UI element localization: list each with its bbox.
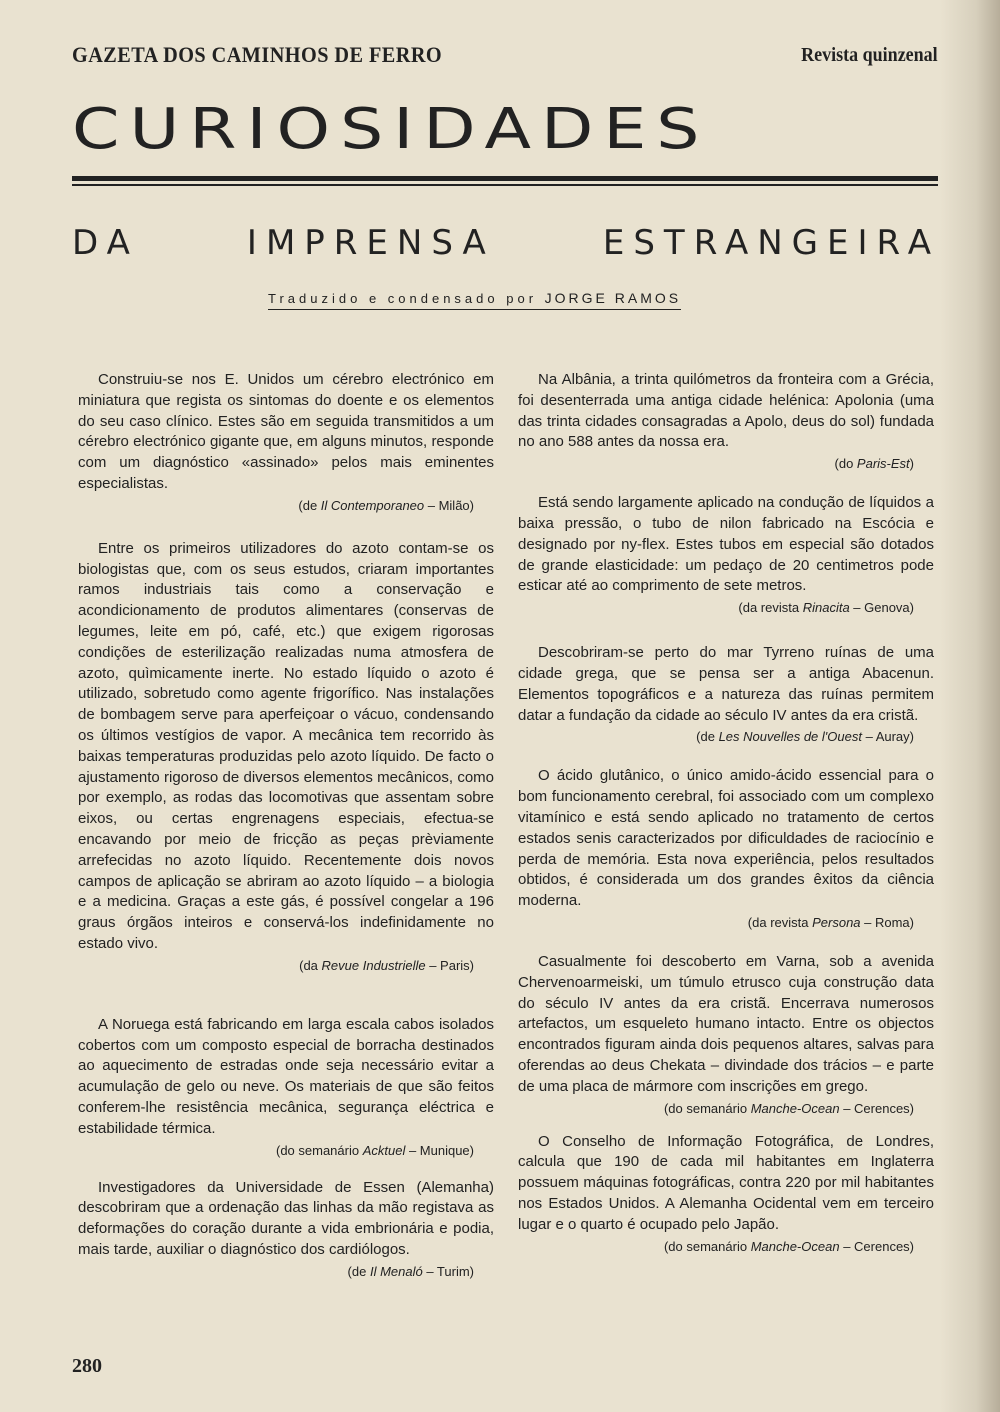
source-suffix: – Munique): [405, 1142, 474, 1158]
page-subtitle: DA IMPRENSA ESTRANGEIRA: [72, 223, 940, 263]
article-source: [518, 455, 914, 473]
right-column: [518, 370, 934, 1256]
byline-prefix: Traduzido e condensado por: [268, 291, 538, 306]
article: [78, 1015, 494, 1160]
source-prefix: (do semanário: [663, 1238, 751, 1254]
page-number: 280: [72, 1355, 102, 1377]
article: [518, 766, 934, 932]
article-text: A Noruega está fabricando em larga escala cabos isolados cobertos com um composto especial de borracha destinados ao aquecimento de estradas onde seja necessário evitar a acumulação de gelo ou neve. Os materiais de que são feitos conferem-lhe resistência mecânica, segurança eléctrica e estabilidade térmica.: [78, 1015, 494, 1137]
source-publication: Manche-Ocean: [750, 1238, 840, 1254]
source-prefix: (do semanário: [275, 1142, 363, 1158]
source-publication: Acktuel: [362, 1142, 406, 1158]
source-suffix: – Cerences): [839, 1238, 914, 1254]
publication-name: GAZETA DOS CAMINHOS DE FERRO: [72, 42, 443, 67]
source-prefix: (do semanário: [663, 1100, 751, 1116]
source-suffix: – Milão): [424, 497, 474, 513]
source-prefix: (da revista: [738, 600, 803, 616]
source-suffix: – Auray): [861, 729, 914, 745]
source-suffix: – Roma): [860, 914, 914, 930]
source-publication: Il Menaló: [369, 1263, 423, 1279]
article-text: Entre os primeiros utilizadores do azoto contam-se os biologistas que, com os seus estudos, criaram importantes ramos industriais tais como a conservação e acondicionamento de produtos alimentares (conservas de legumes, leite em pó, café, etc.) que exigem rigorosas condições de esterilização realizadas numa atmosfera de azoto, quìmicamente inerte. No estado líquido o azoto é utilizado, sobretudo como agente frigorífico. Nas instalações de bombagem serve para aperfeiçoar o vácuo, condensando os últimos vestígios de vapor. A mecânica tem recorrido às baixas temperaturas produzidas pelo azoto líquido. De facto o ajustamento rigoroso de diversos elementos mecânicos, como por exemplo, as rodas das locomotivas que assentam sobre eixos, ou certas engrenagens especiais, efectua-se encavando por meio de fricção as peças prèviamente arrefecidas no azoto líquido. Recentemente dois novos campos de aplicação se abriram ao azoto líquido – a biologia e a medicina. Graças a este gás, é possível congelar a 196 graus órgãos inteiros e conservá-los indefinidamente no estado vivo.: [78, 539, 494, 952]
source-suffix: – Cerences): [839, 1100, 914, 1116]
article-source: [518, 599, 914, 617]
page-title: CURIOSIDADES: [72, 97, 710, 162]
article-text: Descobriram-se perto do mar Tyrreno ruínas de uma cidade grega, que se pensa ser a antiga Abacenun. Elementos topográficos e a natureza das ruínas permitem datar a fundação da cidade ao século IV antes da era cristã.: [518, 644, 934, 724]
article: [78, 370, 494, 515]
publication-frequency: Revista quinzenal: [801, 44, 938, 66]
source-prefix: (da revista: [747, 914, 813, 930]
article: [518, 370, 934, 473]
source-publication: Il Contemporaneo: [320, 497, 425, 513]
article: [518, 493, 934, 617]
source-publication: Paris-Est: [856, 456, 910, 472]
article-source: [78, 1142, 474, 1160]
source-suffix: – Genova): [849, 600, 914, 616]
article-source: [518, 914, 914, 932]
source-prefix: (do: [834, 456, 857, 472]
source-prefix: (de: [298, 497, 321, 513]
article: [78, 539, 494, 975]
source-publication: Revue Industrielle: [321, 957, 426, 973]
article-text: O ácido glutânico, o único amido-ácido essencial para o bom funcionamento cerebral, foi associado com um complexo vitamínico e está sendo aplicado no tratamento de certos estados senis caracterizados por dificuldades de raciocínio e perda de memória. Esta nova experiência, pelos resultados obtidos, é considerada um dos grandes êxitos da ciência moderna.: [518, 767, 934, 910]
article-text: Construiu-se nos E. Unidos um cérebro electrónico em miniatura que regista os sintomas do doente e os elementos do seu caso clínico. Estes são em seguida transmitidos a um cérebro electrónico gigante que, em alguns minutos, responde com um diagnóstico «assinado» pelos mais eminentes especialistas.: [78, 371, 494, 492]
article-source: [78, 957, 474, 975]
source-prefix: (da: [299, 957, 322, 973]
article-source: [518, 1238, 914, 1256]
article-text: Investigadores da Universidade de Essen (Alemanha) descobriram que a ordenação das linhas da mão registava as deformações do coração durante a vida embrionária e podia, mais tarde, auxiliar o diagnóstico dos cardiólogos.: [78, 1178, 494, 1258]
left-column: [78, 370, 494, 1281]
source-publication: Manche-Ocean: [750, 1100, 840, 1116]
source-prefix: (de: [347, 1263, 370, 1279]
source-prefix: (de: [696, 729, 719, 745]
source-publication: Les Nouvelles de l'Ouest: [718, 729, 862, 745]
source-publication: Persona: [812, 914, 861, 930]
article-text: Casualmente foi descoberto em Varna, sob a avenida Chervenoarmeiski, um túmulo etrusco cuja construção data do século IV antes da era cristã. Encerrava numerosos artefactos, um esqueleto humano intacto. Entre os objectos encontrados figuram ainda dois pequenos altares, salvas para oferendas ao deus Chekata – divindade dos trácios – e parte de uma placa de mármore com inscrições em grego.: [518, 952, 934, 1095]
title-rule-thin: [72, 184, 938, 186]
article-source: [78, 1263, 474, 1281]
article: [78, 1178, 494, 1281]
byline-author: JORGE RAMOS: [544, 290, 682, 306]
source-suffix: – Paris): [425, 957, 474, 973]
byline: [268, 290, 681, 310]
article-source: [518, 1100, 914, 1118]
article: [518, 952, 934, 1118]
article-text: O Conselho de Informação Fotográfica, de Londres, calcula que 190 de cada mil habitantes em Inglaterra possuem máquinas fotográficas, contra 220 por mil habitantes nos Estados Unidos. A Alemanha Ocidental vem em terceiro lugar e o quarto é ocupado pelo Japão.: [518, 1132, 934, 1233]
source-suffix: ): [909, 456, 914, 472]
article-source: [518, 728, 914, 746]
article: [518, 1132, 934, 1256]
article: [518, 643, 934, 746]
article-source: [78, 497, 474, 515]
source-publication: Rinacita: [802, 600, 850, 616]
article-text: Está sendo largamente aplicado na condução de líquidos a baixa pressão, o tubo de nilon fabricado na Escócia e designado por ny-flex. Estes tubos em especial são dotados de grande elasticidade: um pedaço de 20 centimetros pode esticar até ao comprimento de sete metros.: [518, 494, 934, 595]
page-edge-shadow: [940, 0, 1000, 1412]
source-suffix: – Turim): [422, 1263, 474, 1279]
article-text: Na Albânia, a trinta quilómetros da fronteira com a Grécia, foi desenterrada uma antiga cidade helénica: Apolonia (uma das trinta cidades consagradas a Apolo, deus do sol) fundada no ano 588 antes da nossa era.: [518, 371, 934, 451]
title-rule-thick: [72, 176, 938, 181]
